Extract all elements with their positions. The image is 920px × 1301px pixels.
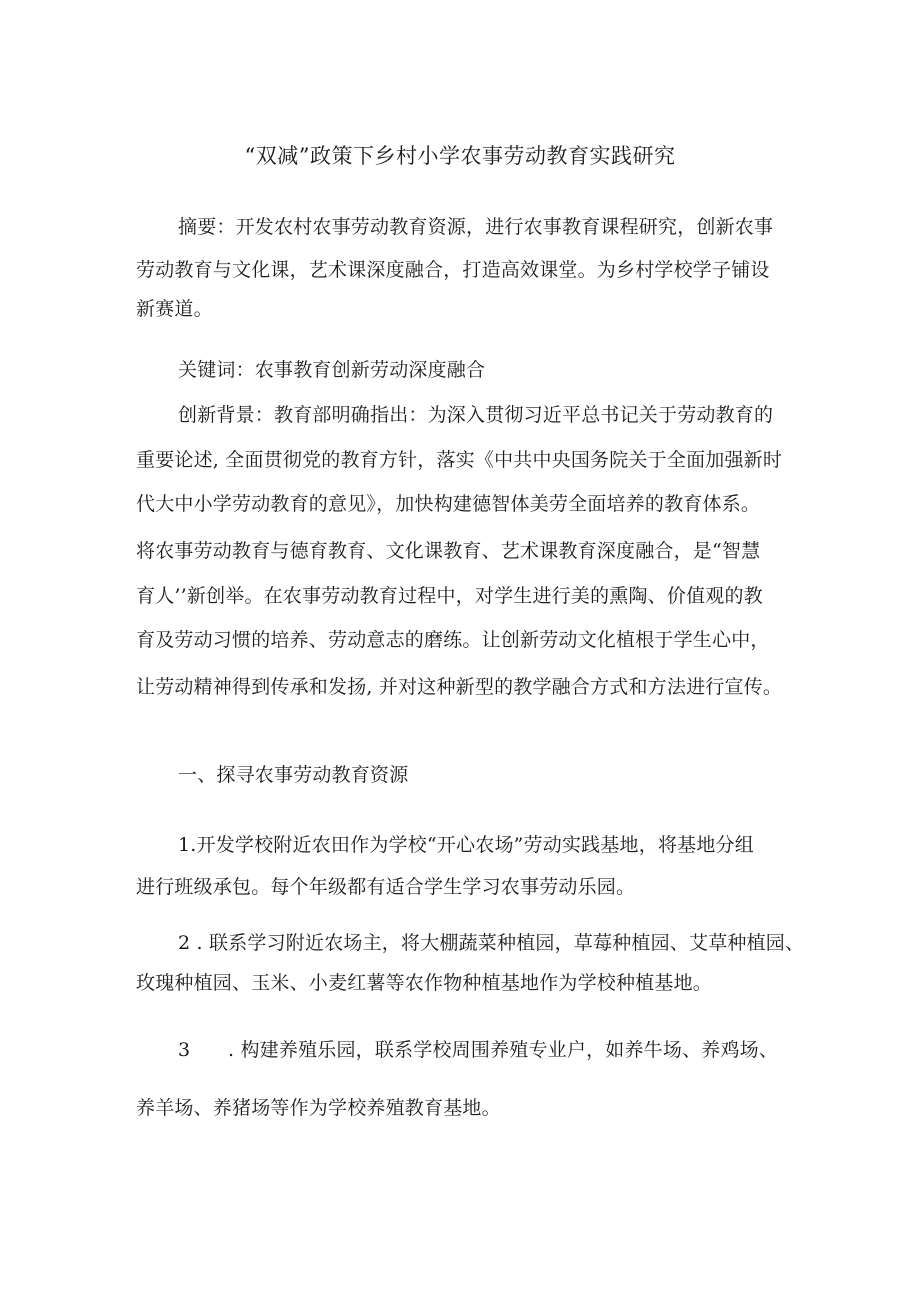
abstract-line-2: 劳动教育与文化课，艺术课深度融合，打造高效课堂。为乡村学校学子铺设 <box>136 259 770 281</box>
background-line-2: 重要论述, 全面贯彻党的教育方针，落实《中共中央国务院关于全面加强新时 <box>136 449 783 471</box>
background-line-7: 让劳动精神得到传承和发扬, 并对这种新型的教学融合方式和方法进行宣传。 <box>136 676 783 698</box>
background-line-3: 代大中小学劳动教育的意见》，加快构建德智体美劳全面培养的教育体系。 <box>136 493 761 515</box>
item3-line-2: 养羊场、养猪场等作为学校养殖教育基地。 <box>136 1097 501 1119</box>
background-line-6: 育及劳动习惯的培养、劳动意志的磨练。让创新劳动文化植根于学生心中， <box>136 629 770 651</box>
keywords-line: 关键词：农事教育创新劳动深度融合 <box>178 359 486 381</box>
item3-number: 3 <box>178 1039 191 1061</box>
abstract-line-3: 新赛道。 <box>136 298 213 320</box>
item3-line-1: . 构建养殖乐园，联系学校周围养殖专业户，如养牛场、养鸡场、 <box>228 1039 779 1061</box>
background-line-4: 将农事劳动教育与德育教育、文化课教育、艺术课教育深度融合，是“智慧 <box>136 540 761 562</box>
item1-line-2: 进行班级承包。每个年级都有适合学生学习农事劳动乐园。 <box>136 876 636 898</box>
document-title: “双减”政策下乡村小学农事劳动教育实践研究 <box>244 144 676 168</box>
abstract-line-1: 摘要：开发农村农事劳动教育资源，进行农事教育课程研究，创新农事 <box>178 216 774 238</box>
item1-line-1: 1.开发学校附近农田作为学校“开心农场”劳动实践基地，将基地分组 <box>178 834 754 856</box>
item2-line-1: 2 . 联系学习附近农场主，将大棚蔬菜种植园，草莓种植园、艾草种植园、 <box>178 932 805 954</box>
background-line-5: 育人’’新创举。在农事劳动教育过程中，对学生进行美的熏陶、价值观的教 <box>136 585 763 607</box>
item2-line-2: 玫瑰种植园、玉米、小麦红薯等农作物种植基地作为学校种植基地。 <box>136 972 713 994</box>
background-line-1: 创新背景：教育部明确指出：为深入贯彻习近平总书记关于劳动教育的 <box>178 404 774 426</box>
section-heading: 一、探寻农事劳动教育资源 <box>178 764 409 786</box>
